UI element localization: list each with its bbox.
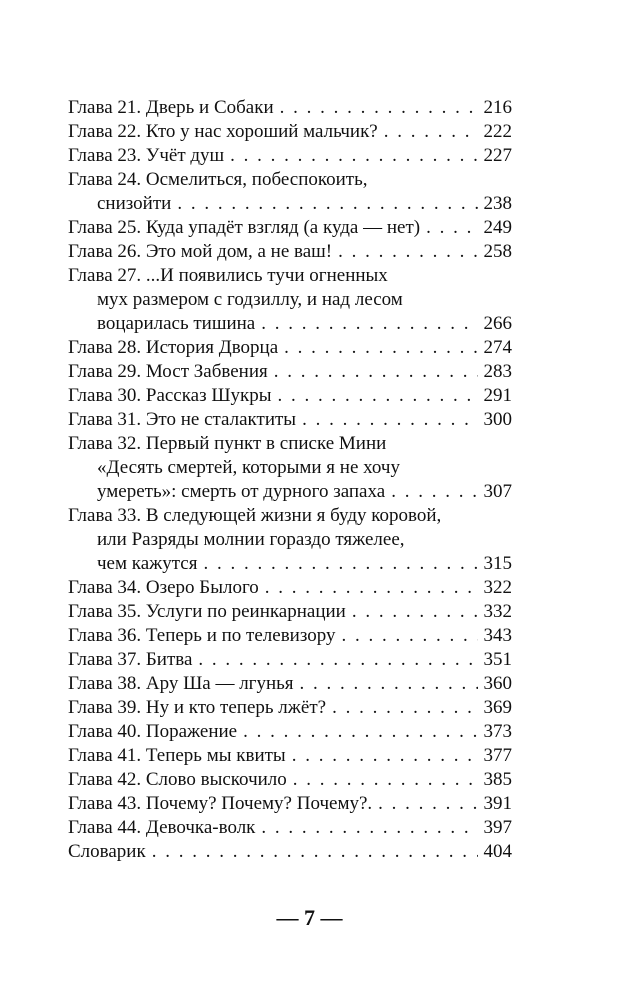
toc-line [68,624,512,648]
page-ref: 238 [483,193,512,214]
chapter-number: Глава 31. [68,409,142,430]
dot-leader [341,624,477,648]
chapter-title: Слово выскочило [145,769,287,790]
toc-entry [68,720,512,744]
chapter-number: Глава 24. [68,169,142,190]
page-ref: 322 [483,577,512,598]
page-ref: 369 [483,697,512,718]
toc-entry [68,96,512,120]
chapter-title: ...И появились тучи огненных [145,265,388,286]
chapter-number: Глава 39. [68,697,142,718]
page-ref: 266 [483,313,512,334]
toc-line [68,168,512,192]
chapter-number: Глава 43. [68,793,142,814]
toc-line [68,672,512,696]
toc-entry [68,120,512,144]
chapter-number: Глава 44. [68,817,142,838]
chapter-title: «Десять смертей, которыми я не хочу [97,457,400,478]
toc-line [68,744,512,768]
chapter-title: Битва [145,649,193,670]
chapter-number: Глава 22. [68,121,142,142]
chapter-title: Почему? Почему? Почему?. [145,793,373,814]
dot-leader [280,96,478,120]
toc-entry [68,600,512,624]
dot-leader [278,384,478,408]
dot-leader [274,360,478,384]
page-ref: 300 [483,409,512,430]
dot-leader [293,768,478,792]
toc-line [68,696,512,720]
chapter-title: Поражение [145,721,238,742]
chapter-title: воцарилась тишина [97,313,256,334]
page-ref: 404 [483,841,512,862]
toc-entry [68,672,512,696]
dot-leader [177,192,477,216]
chapter-number: Глава 34. [68,577,142,598]
toc-entry [68,264,512,336]
page-ref: 258 [483,241,512,262]
toc-line [68,576,512,600]
chapter-title: Кто у нас хороший мальчик? [145,121,378,142]
dot-leader [300,672,478,696]
chapter-title: Мост Забвения [145,361,268,382]
page-ref: 216 [483,97,512,118]
dot-leader [284,336,477,360]
dot-leader [352,600,478,624]
chapter-title: умереть»: смерть от дурного запаха [97,481,386,502]
chapter-title: Услуги по реинкарнации [145,601,346,622]
toc-entry [68,384,512,408]
dot-leader [203,552,477,576]
chapter-number: Глава 27. [68,265,142,286]
toc-line [68,528,512,552]
dot-leader [384,120,478,144]
chapter-title: Словарик [68,841,146,862]
table-of-contents [68,96,512,864]
page-ref: 373 [483,721,512,742]
chapter-number: Глава 30. [68,385,142,406]
toc-entry [68,432,512,504]
toc-entry [68,648,512,672]
chapter-title: чем кажутся [97,553,198,574]
page-ref: 222 [483,121,512,142]
dot-leader [391,480,477,504]
toc-entry [68,336,512,360]
page-ref: 227 [483,145,512,166]
toc-line [68,600,512,624]
dot-leader [302,408,477,432]
page-ref: 307 [483,481,512,502]
dot-leader [198,648,477,672]
chapter-title: Теперь и по телевизору [145,625,336,646]
chapter-number: Глава 32. [68,433,142,454]
page-number: — 7 — [276,905,343,930]
page-ref: 249 [483,217,512,238]
toc-entry [68,768,512,792]
chapter-title: Дверь и Собаки [145,97,274,118]
chapter-number: Глава 35. [68,601,142,622]
page-ref: 391 [483,793,512,814]
page-ref: 397 [483,817,512,838]
chapter-number: Глава 42. [68,769,142,790]
dot-leader [230,144,477,168]
page-ref: 274 [483,337,512,358]
chapter-number: Глава 28. [68,337,142,358]
toc-line [68,720,512,744]
toc-line [68,456,512,480]
chapter-title: Учёт душ [145,145,225,166]
toc-line [68,408,512,432]
toc-line [68,384,512,408]
toc-entry [68,744,512,768]
chapter-title: Это мой дом, а не ваш! [145,241,333,262]
toc-line [68,192,512,216]
chapter-number: Глава 29. [68,361,142,382]
chapter-number: Глава 40. [68,721,142,742]
dot-leader [265,576,478,600]
toc-line [68,96,512,120]
chapter-number: Глава 25. [68,217,142,238]
toc-line [68,504,512,528]
toc-entry [68,696,512,720]
toc-entry [68,168,512,216]
chapter-title: Осмелиться, побеспокоить, [145,169,368,190]
page-ref: 385 [483,769,512,790]
chapter-number: Глава 37. [68,649,142,670]
toc-entry [68,840,512,864]
toc-line [68,144,512,168]
chapter-title: снизойти [97,193,172,214]
dot-leader [243,720,477,744]
dot-leader [261,312,477,336]
toc-entry [68,144,512,168]
toc-entry [68,216,512,240]
toc-entry [68,624,512,648]
toc-entry [68,576,512,600]
chapter-title: Озеро Былого [145,577,259,598]
chapter-number: Глава 38. [68,673,142,694]
dot-leader [338,240,477,264]
toc-entry [68,240,512,264]
toc-line [68,432,512,456]
chapter-number: Глава 26. [68,241,142,262]
chapter-title: Теперь мы квиты [145,745,286,766]
page-ref: 291 [483,385,512,406]
chapter-title: Куда упадёт взгляд (а куда — нет) [145,217,421,238]
page-ref: 343 [483,625,512,646]
toc-line [68,288,512,312]
chapter-number: Глава 33. [68,505,142,526]
page-ref: 351 [483,649,512,670]
toc-line [68,840,512,864]
toc-line [68,792,512,816]
page-ref: 283 [483,361,512,382]
chapter-title: или Разряды молнии гораздо тяжелее, [97,529,405,550]
toc-entry [68,408,512,432]
page-ref: 377 [483,745,512,766]
chapter-title: мух размером с годзиллу, и над лесом [97,289,403,310]
toc-line [68,264,512,288]
page-ref: 360 [483,673,512,694]
chapter-number: Глава 21. [68,97,142,118]
toc-line [68,240,512,264]
page-ref: 315 [483,553,512,574]
dot-leader [292,744,478,768]
chapter-title: В следующей жизни я буду коровой, [145,505,442,526]
chapter-title: Ну и кто теперь лжёт? [145,697,327,718]
chapter-title: Первый пункт в списке Мини [145,433,387,454]
toc-line [68,768,512,792]
chapter-title: История Дворца [145,337,279,358]
toc-line [68,816,512,840]
chapter-number: Глава 23. [68,145,142,166]
toc-entry [68,816,512,840]
toc-line [68,648,512,672]
chapter-number: Глава 41. [68,745,142,766]
chapter-title: Девочка-волк [145,817,256,838]
chapter-title: Рассказ Шукры [145,385,272,406]
chapter-number: Глава 36. [68,625,142,646]
toc-line [68,120,512,144]
dot-leader [426,216,477,240]
page-ref: 332 [483,601,512,622]
chapter-title: Ару Ша — лгунья [145,673,294,694]
dot-leader [261,816,477,840]
toc-line [68,360,512,384]
toc-entry [68,360,512,384]
toc-line [68,216,512,240]
toc-line [68,312,512,336]
dot-leader [152,840,478,864]
dot-leader [378,792,477,816]
toc-entry [68,792,512,816]
chapter-title: Это не сталактиты [145,409,297,430]
toc-line [68,336,512,360]
dot-leader [332,696,477,720]
toc-entry [68,504,512,576]
toc-line [68,480,512,504]
toc-line [68,552,512,576]
